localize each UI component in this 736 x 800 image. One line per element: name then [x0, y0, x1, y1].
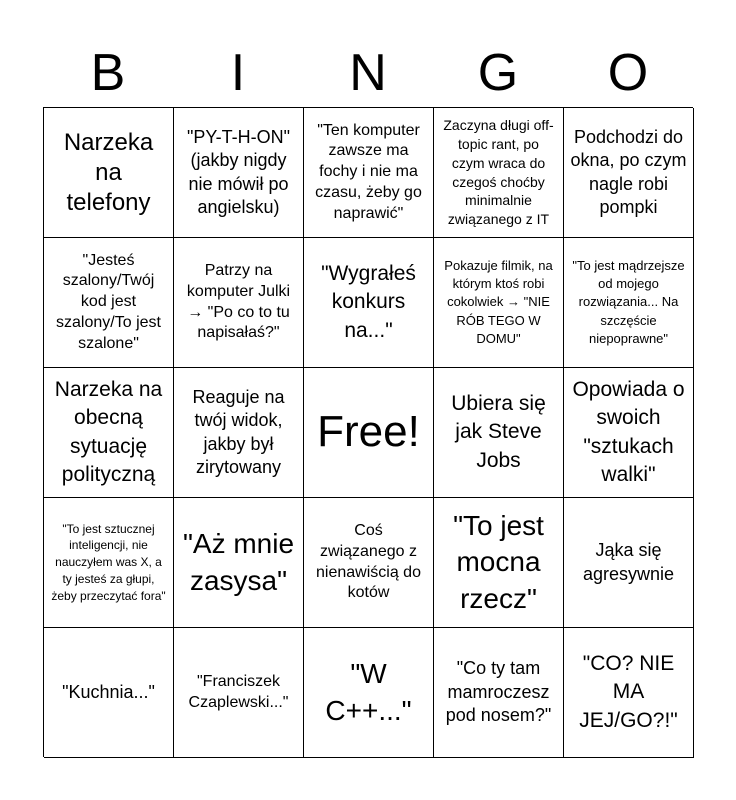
- header-letter-g: G: [477, 44, 519, 102]
- cell-text: "CO? NIE MA JEJ/GO?!": [579, 651, 678, 732]
- bingo-board: [43, 107, 693, 757]
- bingo-cell-r4c1[interactable]: [44, 498, 174, 628]
- header-letter-i: I: [230, 44, 246, 102]
- cell-text: "Co ty tam mamroczesz pod nosem?": [445, 658, 552, 726]
- bingo-cell-r5c3[interactable]: [304, 628, 434, 758]
- cell-text: Narzeka na telefony: [63, 128, 154, 216]
- header-letter-b: B: [90, 44, 126, 102]
- cell-text: "To jest mocna rzecz": [453, 509, 544, 614]
- bingo-cell-r2c5[interactable]: [564, 238, 694, 368]
- cell-text: Jąka się agresywnie: [582, 540, 675, 584]
- bingo-cell-r4c4[interactable]: [434, 498, 564, 628]
- bingo-cell-r2c4[interactable]: [434, 238, 564, 368]
- bingo-cell-free[interactable]: [304, 368, 434, 498]
- bingo-cell-r1c1[interactable]: [44, 108, 174, 238]
- bingo-cell-r2c1[interactable]: [44, 238, 174, 368]
- header-letter-o: O: [607, 44, 649, 102]
- bingo-cell-r5c5[interactable]: [564, 628, 694, 758]
- bingo-cell-r3c2[interactable]: [174, 368, 304, 498]
- bingo-cell-r3c5[interactable]: [564, 368, 694, 498]
- bingo-cell-r2c3[interactable]: [304, 238, 434, 368]
- cell-text: Pokazuje filmik, na którym ktoś robi cokolwiek → "NIE RÓB TEGO W DOMU": [444, 258, 553, 346]
- bingo-cell-r1c4[interactable]: [434, 108, 564, 238]
- bingo-cell-r5c2[interactable]: [174, 628, 304, 758]
- cell-text: Coś związanego z nienawiścią do kotów: [316, 521, 421, 602]
- cell-text: "Kuchnia...": [62, 681, 155, 702]
- cell-text: Narzeka na obecną sytuację polityczną: [54, 377, 163, 486]
- bingo-cell-r3c4[interactable]: [434, 368, 564, 498]
- header-letter-n: N: [349, 44, 387, 102]
- cell-text: Zaczyna długi off-topic rant, po czym wraca do czegoś choćby minimalnie związanego z IT: [443, 116, 554, 228]
- bingo-cell-r3c1[interactable]: [44, 368, 174, 498]
- cell-text: "Franciszek Czaplewski...": [188, 672, 289, 711]
- free-space-text: Free!: [317, 407, 420, 457]
- cell-text: Ubiera się jak Steve Jobs: [451, 391, 546, 472]
- cell-text: "To jest sztucznej inteligencji, nie nauczyłem was X, a ty jesteś za głupi, żeby przeczytać fora": [51, 521, 166, 603]
- cell-text: "W C++...": [325, 658, 412, 726]
- bingo-cell-r1c3[interactable]: [304, 108, 434, 238]
- bingo-cell-r4c3[interactable]: [304, 498, 434, 628]
- cell-text: "Jesteś szalony/Twój kod jest szalony/To jest szalone": [56, 251, 161, 352]
- bingo-cell-r1c2[interactable]: [174, 108, 304, 238]
- bingo-cell-r2c2[interactable]: [174, 238, 304, 368]
- bingo-cell-r1c5[interactable]: [564, 108, 694, 238]
- bingo-cell-r4c2[interactable]: [174, 498, 304, 628]
- cell-text: Podchodzi do okna, po czym nagle robi pompki: [570, 126, 687, 217]
- cell-text: Opowiada o swoich "sztukach walki": [572, 377, 685, 486]
- bingo-header: [43, 40, 693, 106]
- cell-text: Patrzy na komputer Julki → "Po co to tu napisałaś?": [186, 261, 291, 342]
- cell-text: "Ten komputer zawsze ma fochy i nie ma czasu, żeby go naprawić": [315, 121, 422, 222]
- cell-text: Reaguje na twój widok, jakby był zirytowany: [192, 386, 285, 477]
- cell-text: "To jest mądrzejsze od mojego rozwiązania... Na szczęście niepoprawne": [572, 258, 685, 346]
- cell-text: "Aż mnie zasysa": [182, 528, 295, 596]
- bingo-cell-r5c1[interactable]: [44, 628, 174, 758]
- bingo-cell-r4c5[interactable]: [564, 498, 694, 628]
- cell-text: "Wygrałeś konkurs na...": [321, 261, 416, 342]
- cell-text: "PY-T-H-ON" (jakby nigdy nie mówił po angielsku): [186, 126, 291, 217]
- bingo-cell-r5c4[interactable]: [434, 628, 564, 758]
